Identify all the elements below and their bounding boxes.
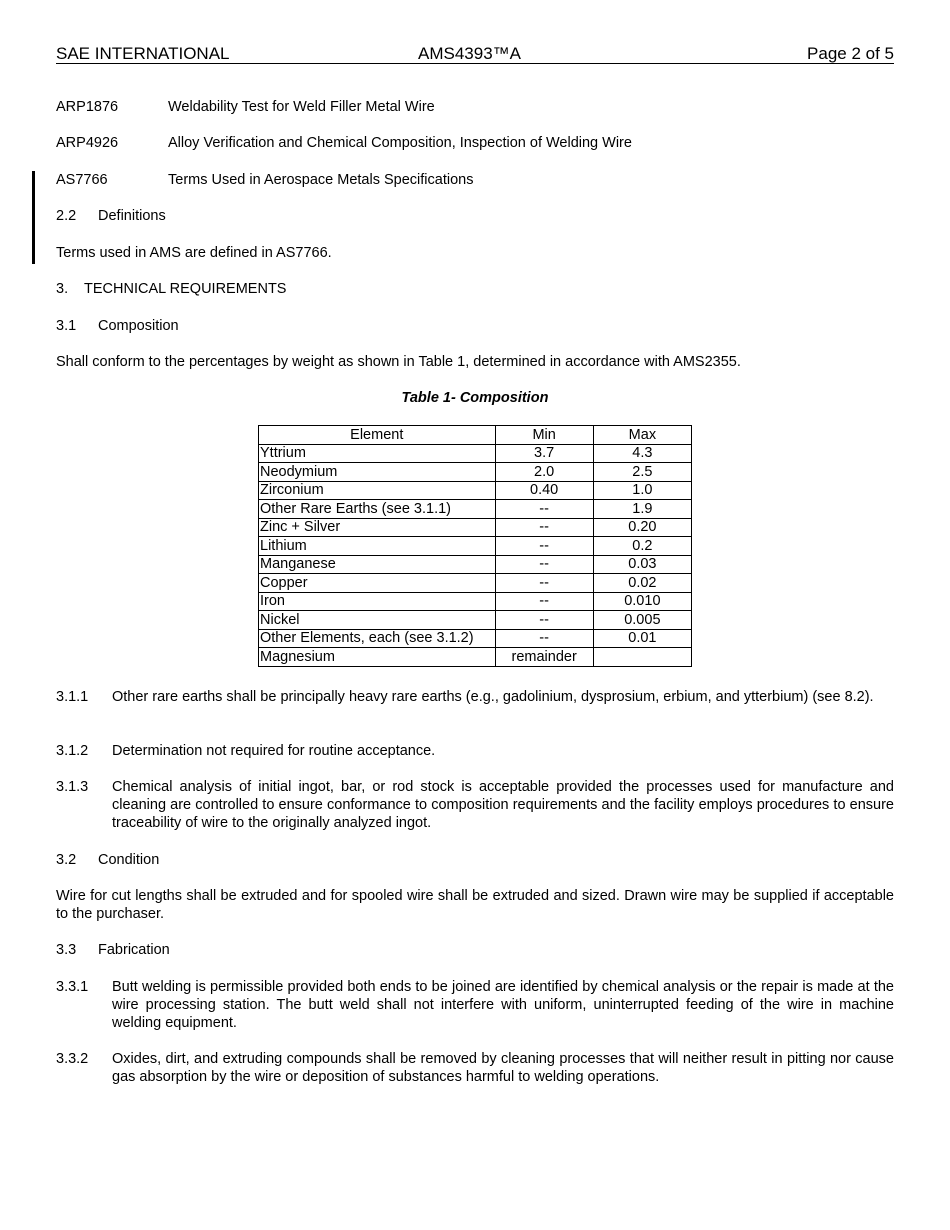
max-cell: 2.5 bbox=[593, 463, 691, 482]
table-row bbox=[259, 463, 692, 482]
min-cell: 2.0 bbox=[495, 463, 593, 482]
element-cell: Other Rare Earths (see 3.1.1) bbox=[259, 500, 496, 519]
paragraph-3-1-2: Determination not required for routine acceptance. bbox=[112, 743, 436, 759]
table-row bbox=[259, 500, 692, 519]
header-page: Page 2 of 5 bbox=[807, 44, 894, 63]
section-title: Condition bbox=[98, 852, 160, 868]
ref-title: Weldability Test for Weld Filler Metal Wire bbox=[168, 99, 435, 115]
min-cell: 0.40 bbox=[495, 481, 593, 500]
max-cell: 1.0 bbox=[593, 481, 691, 500]
condition-text: Wire for cut lengths shall be extruded and for spooled wire shall be extruded and sized. Drawn wire may be supplied if acceptable to the purchaser. bbox=[56, 888, 894, 922]
element-cell: Nickel bbox=[259, 611, 496, 630]
min-cell: 3.7 bbox=[495, 444, 593, 463]
max-cell: 0.01 bbox=[593, 629, 691, 648]
section-number: 3.1.1 bbox=[56, 689, 89, 705]
max-cell: 0.03 bbox=[593, 555, 691, 574]
element-cell: Other Elements, each (see 3.1.2) bbox=[259, 629, 496, 648]
min-cell: -- bbox=[495, 500, 593, 519]
table-row bbox=[259, 444, 692, 463]
element-cell: Magnesium bbox=[259, 648, 496, 667]
header-doc-number: AMS4393™A bbox=[418, 44, 521, 63]
max-cell: 1.9 bbox=[593, 500, 691, 519]
paragraph-3-3-2: Oxides, dirt, and extruding compounds shall be removed by cleaning processes that will neither result in pitting nor cause gas absorption by the wire or deposition of substances harmful to welding operations. bbox=[112, 1051, 894, 1085]
min-cell: -- bbox=[495, 574, 593, 593]
max-cell: 0.005 bbox=[593, 611, 691, 630]
table-caption: Table 1- Composition bbox=[401, 390, 549, 406]
section-title: TECHNICAL REQUIREMENTS bbox=[84, 281, 287, 297]
section-number: 3.1.3 bbox=[56, 779, 89, 795]
max-cell bbox=[593, 648, 691, 667]
element-cell: Copper bbox=[259, 574, 496, 593]
table-row bbox=[259, 611, 692, 630]
composition-text: Shall conform to the percentages by weight as shown in Table 1, determined in accordance with AMS2355. bbox=[56, 354, 741, 370]
section-number: 3.2 bbox=[56, 852, 77, 868]
element-cell: Manganese bbox=[259, 555, 496, 574]
element-cell: Neodymium bbox=[259, 463, 496, 482]
ref-title: Terms Used in Aerospace Metals Specifications bbox=[168, 172, 474, 188]
ref-code: AS7766 bbox=[56, 172, 108, 188]
section-number: 3.3.1 bbox=[56, 979, 89, 995]
table-row bbox=[259, 555, 692, 574]
min-cell: remainder bbox=[495, 648, 593, 667]
max-cell: 0.010 bbox=[593, 592, 691, 611]
paragraph-3-3-1: Butt welding is permissible provided both ends to be joined are identified by chemical analysis or the repair is made at the wire processing station. The butt weld shall not interfere with uniform, uninterrupted feeding of the wire in machine welding equipment. bbox=[112, 979, 894, 1031]
section-number: 3.1.2 bbox=[56, 743, 89, 759]
header-org: SAE INTERNATIONAL bbox=[56, 44, 230, 63]
column-header: Max bbox=[593, 426, 691, 445]
revision-change-bar bbox=[32, 171, 35, 264]
section-number: 3.3.2 bbox=[56, 1051, 89, 1067]
min-cell: -- bbox=[495, 537, 593, 556]
ref-title: Alloy Verification and Chemical Composition, Inspection of Welding Wire bbox=[168, 135, 632, 151]
section-number: 3.1 bbox=[56, 318, 77, 334]
paragraph-3-1-3: Chemical analysis of initial ingot, bar, or rod stock is acceptable provided the processes used for manufacture and cleaning are controlled to ensure conformance to composition requirements and the facility employs procedures to ensure traceability of wire to the originally analyzed ingot. bbox=[112, 779, 894, 831]
table-header-row bbox=[259, 426, 692, 445]
ref-code: ARP1876 bbox=[56, 99, 119, 115]
section-number: 3. bbox=[56, 281, 69, 297]
column-header: Element bbox=[259, 426, 496, 445]
table-row bbox=[259, 648, 692, 667]
max-cell: 0.20 bbox=[593, 518, 691, 537]
ref-code: ARP4926 bbox=[56, 135, 119, 151]
section-title: Definitions bbox=[98, 208, 166, 224]
element-cell: Zinc + Silver bbox=[259, 518, 496, 537]
element-cell: Yttrium bbox=[259, 444, 496, 463]
min-cell: -- bbox=[495, 592, 593, 611]
table-row bbox=[259, 518, 692, 537]
section-title: Composition bbox=[98, 318, 179, 334]
min-cell: -- bbox=[495, 555, 593, 574]
max-cell: 0.2 bbox=[593, 537, 691, 556]
element-cell: Lithium bbox=[259, 537, 496, 556]
table-row bbox=[259, 481, 692, 500]
table-row bbox=[259, 574, 692, 593]
section-number: 2.2 bbox=[56, 208, 77, 224]
min-cell: -- bbox=[495, 518, 593, 537]
paragraph-3-1-1: Other rare earths shall be principally heavy rare earths (e.g., gadolinium, dysprosium, erbium, and ytterbium) (see 8.2). bbox=[112, 689, 874, 705]
table-row bbox=[259, 629, 692, 648]
max-cell: 0.02 bbox=[593, 574, 691, 593]
header-rule bbox=[56, 63, 894, 64]
section-title: Fabrication bbox=[98, 942, 170, 958]
composition-table bbox=[258, 425, 692, 667]
element-cell: Zirconium bbox=[259, 481, 496, 500]
min-cell: -- bbox=[495, 629, 593, 648]
table-row bbox=[259, 592, 692, 611]
column-header: Min bbox=[495, 426, 593, 445]
section-number: 3.3 bbox=[56, 942, 77, 958]
table-row bbox=[259, 537, 692, 556]
element-cell: Iron bbox=[259, 592, 496, 611]
min-cell: -- bbox=[495, 611, 593, 630]
definitions-text: Terms used in AMS are defined in AS7766. bbox=[56, 245, 332, 261]
max-cell: 4.3 bbox=[593, 444, 691, 463]
